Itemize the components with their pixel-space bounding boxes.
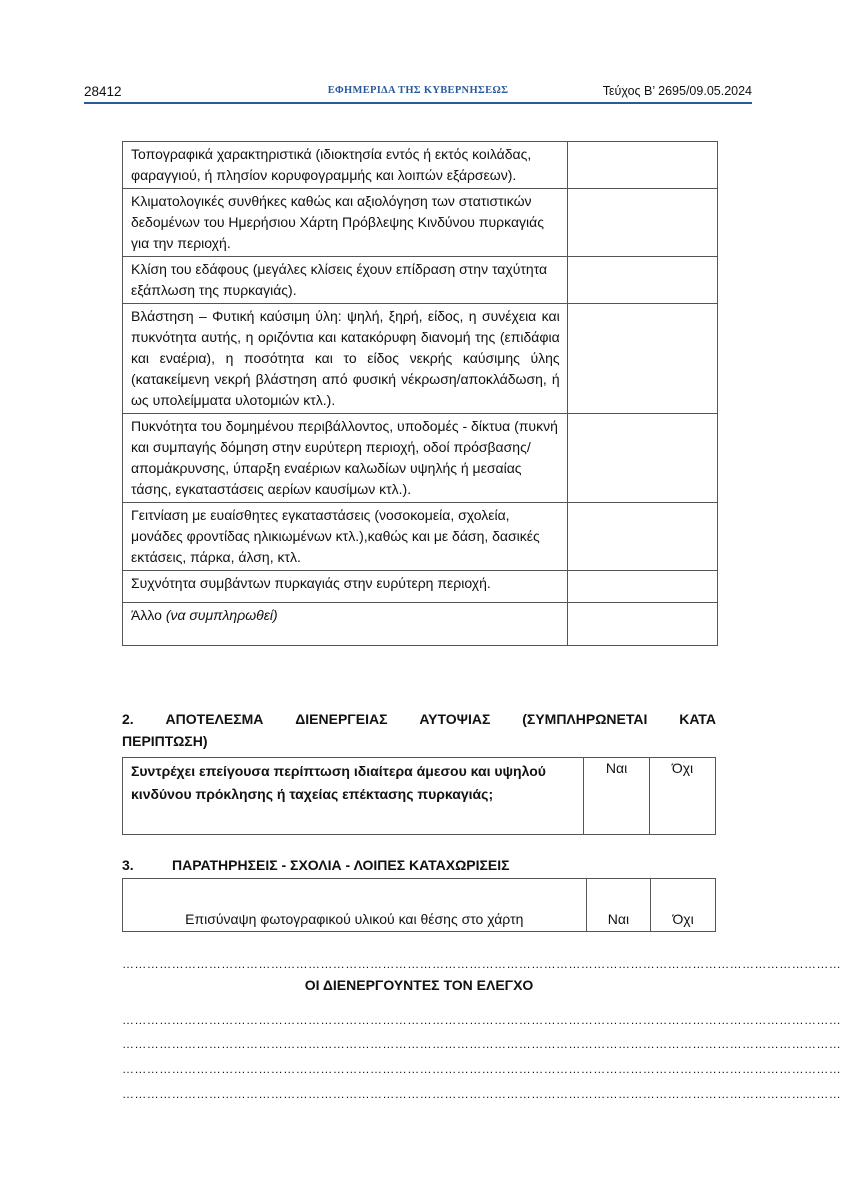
emergency-question-table: [122, 757, 716, 835]
other-criterion: [123, 603, 568, 646]
criterion-text: Κλιματολογικές συνθήκες καθώς και αξιολόγηση των στατιστικών δεδομένων του Ημερήσιου Χάρτη Πρόβλεψης Κινδύνου πυρκαγιάς για την περιοχή.: [123, 189, 568, 257]
table-row: [123, 189, 718, 257]
table-row: [123, 758, 716, 835]
gazette-title: ΕΦΗΜΕΡΙΔΑ ΤΗΣ ΚΥΒΕΡΝΗΣΕΩΣ: [327, 85, 509, 96]
dotted-line: …………………………………………………………………………………………………………………………………………………………: [122, 1087, 842, 1101]
heading-word: ΑΥΤΟΨΙΑΣ: [419, 711, 491, 727]
emergency-question: Συντρέχει επείγουσα περίπτωση ιδιαίτερα άμεσου και υψηλού κινδύνου πρόκλησης ή ταχείας επέκτασης πυρκαγιάς;: [123, 758, 584, 835]
table-row: [123, 142, 718, 189]
yes-option[interactable]: Ναι: [584, 758, 650, 835]
section-3-heading: [122, 854, 716, 876]
header-divider: [84, 102, 752, 104]
heading-line-2: ΠΕΡΙΠΤΩΣΗ): [122, 733, 208, 749]
table-row: [123, 503, 718, 571]
attachment-table: [122, 878, 716, 932]
issue-info: Τεύχος Β’ 2695/09.05.2024: [602, 84, 752, 98]
criterion-text: Τοπογραφικά χαρακτηριστικά (ιδιοκτησία εντός ή εκτός κοιλάδας, φαραγγιού, ή πλησίον κορυφογραμμής και λοιπών εξάρσεων).: [123, 142, 568, 189]
section-2-heading: [122, 708, 716, 752]
criterion-value-cell[interactable]: [567, 503, 717, 571]
section-number: 3.: [122, 857, 134, 873]
no-option[interactable]: Όχι: [651, 879, 716, 932]
heading-word: ΚΑΤΑ: [679, 711, 716, 727]
criterion-value-cell[interactable]: [567, 257, 717, 304]
criteria-table: [122, 141, 718, 646]
table-row: [123, 603, 718, 646]
yes-option[interactable]: Ναι: [586, 879, 651, 932]
page-header: [84, 84, 752, 104]
heading-word: (ΣΥΜΠΛΗΡΩΝΕΤΑΙ: [522, 711, 648, 727]
page-number: 28412: [84, 84, 122, 99]
heading-word: ΔΙΕΝΕΡΓΕΙΑΣ: [295, 711, 388, 727]
section-number: 2.: [122, 711, 134, 727]
criterion-value-cell[interactable]: [567, 304, 717, 414]
other-label: Άλλο: [131, 607, 166, 623]
criterion-value-cell[interactable]: [567, 414, 717, 503]
no-option[interactable]: Όχι: [650, 758, 716, 835]
criterion-value-cell[interactable]: [567, 189, 717, 257]
other-value-cell[interactable]: [567, 603, 717, 646]
criterion-value-cell[interactable]: [567, 571, 717, 603]
criterion-text: Βλάστηση – Φυτική καύσιμη ύλη: ψηλή, ξηρή, είδος, η συνέχεια και πυκνότητα αυτής, η οριζόντια και κατακόρυφη διανομή της (επιδάφια και εναέρια), η ποσότητα και το είδος νεκρής καύσιμης ύλης (κατακείμενη νεκρή βλάστηση από φυσική νέκρωση/αποκλάδωση, ή ως υπολείμματα υλοτομιών κτλ.).: [123, 304, 568, 414]
criterion-text: Κλίση του εδάφους (μεγάλες κλίσεις έχουν επίδραση στην ταχύτητα εξάπλωση της πυρκαγιάς).: [123, 257, 568, 304]
attachment-label: Επισύναψη φωτογραφικού υλικού και θέσης στο χάρτη: [123, 879, 587, 932]
dotted-line: …………………………………………………………………………………………………………………………………………………………: [122, 957, 842, 971]
criterion-text: Πυκνότητα του δομημένου περιβάλλοντος, υποδομές - δίκτυα (πυκνή και συμπαγής δόμηση στην ευρύτερη περιοχή, οδοί πρόσβασης/απομάκρυνσης, ύπαρξη εναέριων καλωδίων υψηλής ή μεσαίας τάσης, εγκαταστάσεις αερίων καυσίμων κτλ.).: [123, 414, 568, 503]
table-row: [123, 304, 718, 414]
other-hint: (να συμπληρωθεί): [165, 607, 278, 623]
table-row: [123, 257, 718, 304]
dotted-line: …………………………………………………………………………………………………………………………………………………………: [122, 1013, 842, 1027]
table-row: [123, 571, 718, 603]
criterion-text: Γειτνίαση με ευαίσθητες εγκαταστάσεις (νοσοκομεία, σχολεία, μονάδες φροντίδας ηλικιωμένων κτλ.),καθώς και με δάση, δασικές εκτάσεις, πάρκα, άλση, κτλ.: [123, 503, 568, 571]
table-row: [123, 879, 716, 932]
criterion-text: Συχνότητα συμβάντων πυρκαγιάς στην ευρύτερη περιοχή.: [123, 571, 568, 603]
criterion-value-cell[interactable]: [567, 142, 717, 189]
inspectors-title: ΟΙ ΔΙΕΝΕΡΓΟΥΝΤΕΣ ΤΟΝ ΕΛΕΓΧΟ: [304, 977, 534, 993]
heading-word: ΑΠΟΤΕΛΕΣΜΑ: [165, 711, 264, 727]
dotted-line: …………………………………………………………………………………………………………………………………………………………: [122, 1062, 842, 1076]
table-row: [123, 414, 718, 503]
section-title: ΠΑΡΑΤΗΡΗΣΕΙΣ - ΣΧΟΛΙΑ - ΛΟΙΠΕΣ ΚΑΤΑΧΩΡΙΣΕΙΣ: [172, 857, 510, 873]
dotted-line: …………………………………………………………………………………………………………………………………………………………: [122, 1037, 842, 1051]
